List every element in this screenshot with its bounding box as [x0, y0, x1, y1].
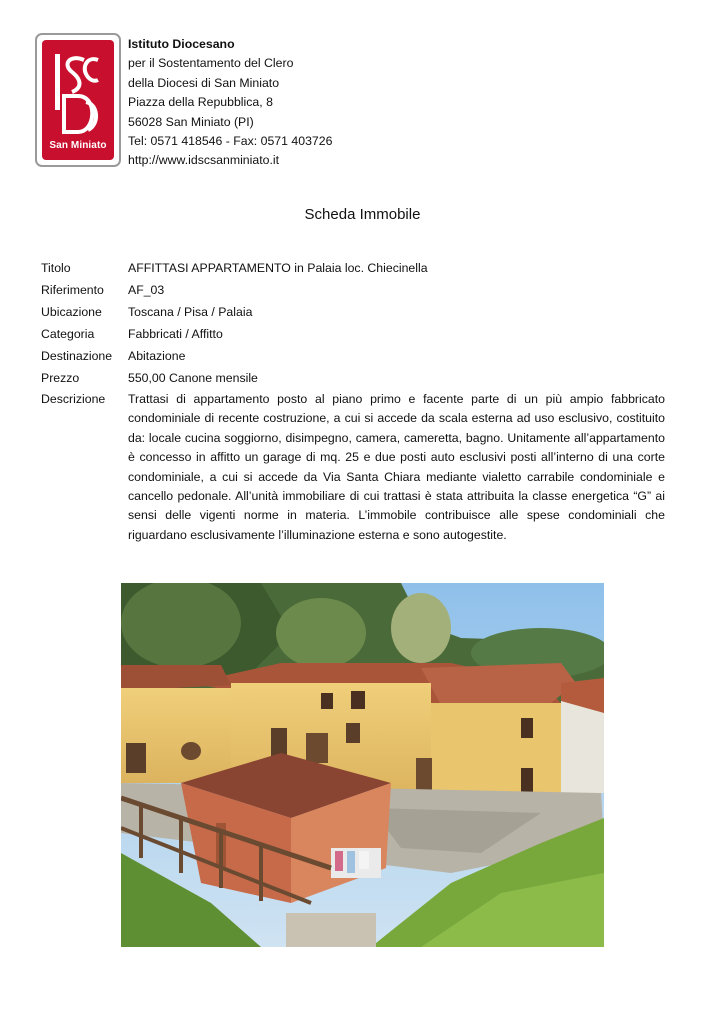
- detail-label: Descrizione: [41, 392, 106, 406]
- detail-value: Abitazione: [128, 349, 186, 363]
- detail-label: Destinazione: [41, 349, 113, 363]
- detail-label: Titolo: [41, 261, 71, 275]
- website-link[interactable]: http://www.idscsanminiato.it: [128, 153, 280, 168]
- detail-value: AF_03: [128, 283, 165, 297]
- institute-name: Istituto Diocesano: [128, 37, 235, 51]
- detail-value: Toscana / Pisa / Palaia: [128, 305, 253, 319]
- institute-subtitle: per il Sostentamento del Clero: [128, 56, 294, 71]
- detail-row-categoria: [41, 323, 665, 345]
- address-street: Piazza della Repubblica, 8: [128, 95, 273, 110]
- institute-diocese: della Diocesi di San Miniato: [128, 75, 280, 90]
- logo-badge: [42, 40, 114, 160]
- detail-value: AFFITTASI APPARTAMENTO in Palaia loc. Chiecinella: [128, 261, 428, 275]
- header-address: [128, 35, 332, 171]
- detail-label: Prezzo: [41, 371, 80, 385]
- page-title: Scheda Immobile: [304, 206, 421, 223]
- address-city: 56028 San Miniato (PI): [128, 114, 254, 129]
- detail-row-prezzo: [41, 367, 665, 389]
- description-text: Trattasi di appartamento posto al piano primo e facente parte di un più ampio fabbricato condominiale di recente costruzione, a cui si accede da scala esterna ad uso esclusivo, costituito da: locale cucina soggiorno, disimpegno, camera, cameretta, bagno. Unitamente all’appartamento è concesso in affitto un garage di mq. 25 e due posti auto esclusivi posti all’interno di una corte condominiale, a cui si accede da Via Santa Chiara mediante vialetto carrabile condominiale e cancello pedonale. All’unità immobiliare di cui trattasi è stata attribuita la classe energetica “G” ai sensi delle vigenti norme in materia. L’immobile contribuisce alle spese condominiali che riguardano esclusivamente l’illuminazione esterna e sono autogestite.: [128, 392, 665, 542]
- detail-row-riferimento: [41, 279, 665, 301]
- detail-label: Categoria: [41, 327, 95, 341]
- logo-caption: San Miniato: [49, 140, 107, 151]
- property-photo-illustration: [121, 583, 604, 947]
- detail-value: 550,00 Canone mensile: [128, 371, 258, 385]
- detail-row-ubicazione: [41, 301, 665, 323]
- logo: [35, 33, 121, 167]
- property-details: [41, 257, 665, 545]
- detail-row-titolo: [41, 257, 665, 279]
- detail-value: Fabbricati / Affitto: [128, 327, 223, 341]
- detail-label: Riferimento: [41, 283, 104, 297]
- detail-row-destinazione: [41, 345, 665, 367]
- property-photo: [121, 583, 604, 947]
- contact-phone-fax: Tel: 0571 418546 - Fax: 0571 403726: [128, 134, 333, 149]
- detail-label: Ubicazione: [41, 305, 102, 319]
- detail-row-descrizione: [41, 389, 665, 545]
